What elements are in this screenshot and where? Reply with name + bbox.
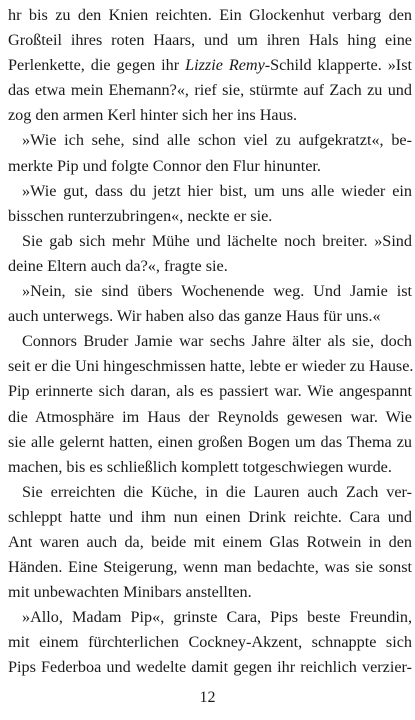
text-line-21: schleppt hatte und ihm nun einen Drink reichte. Cara und <box>8 507 412 526</box>
text-line-22: Ant waren auch da, beide mit einem Glas Rotwein in den <box>8 532 412 551</box>
text-line-4: das etwa mein Ehemann?«, rief sie, stürmte auf Zach zu und <box>8 81 412 100</box>
page-number: 12 <box>199 689 216 706</box>
text-line-19: machen, bis es schließlich komplett totgeschwiegen wurde. <box>8 457 392 476</box>
text-line-18: sie alle gelernt hatten, einen großen Bogen um das Thema zu <box>8 432 412 451</box>
text-line-14: Connors Bruder Jamie war sechs Jahre älter als sie, doch <box>22 332 412 351</box>
italic-name: Lizzie Remy <box>185 56 265 75</box>
text-line-27: Pips Federboa und wedelte damit gegen ihr reichlich verzier- <box>8 658 412 677</box>
text-line-16: Pip erinnerte sich daran, als es passiert war. Wie angespannt <box>8 382 412 401</box>
text-line-1: hr bis zu den Knien reichten. Ein Glockenhut verbarg den <box>8 6 412 24</box>
text-line-17: die Atmosphäre im Haus der Reynolds gewesen war. Wie <box>8 407 412 426</box>
text-line-26: mit einem fürchterlichen Cockney-Akzent, schnappte sich <box>8 633 412 652</box>
book-page-text <box>8 3 412 681</box>
text-line-5: zog den armen Kerl hinter sich her ins Haus. <box>8 106 298 125</box>
text-line-10: Sie gab sich mehr Mühe und lächelte noch breiter. »Sind <box>22 231 412 250</box>
text-line-3: Perlenkette, die gegen ihr Lizzie Remy-Schild klapperte. »Ist <box>8 56 412 75</box>
text-line-7: merkte Pip und folgte Connor den Flur hinunter. <box>8 156 321 175</box>
text-line-9: bisschen runterzubringen«, neckte er sie. <box>8 206 273 225</box>
text-line-8: »Wie gut, dass du jetzt hier bist, um uns alle wieder ein <box>22 181 412 200</box>
text-line-23: Händen. Eine Steigerung, wenn man bedachte, was sie sonst <box>8 558 412 577</box>
text-line-12: »Nein, sie sind übers Wochenende weg. Und Jamie ist <box>22 282 412 301</box>
text-line-24: mit unbewachten Minibars anstellten. <box>8 583 252 602</box>
text-line-15: seit er die Uni hingeschmissen hatte, lebte er wieder zu Hause. <box>8 357 414 376</box>
text-line-6: »Wie ich sehe, sind alle schon viel zu aufgekratzt«, be- <box>22 131 412 150</box>
text-line-2: Großteil ihres roten Haars, und um ihren Hals hing eine <box>8 31 412 50</box>
text-line-25: »Allo, Madam Pip«, grinste Cara, Pips beste Freundin, <box>22 608 412 627</box>
text-line-13: auch unterwegs. Wir haben also das ganze Haus für uns.« <box>8 307 381 326</box>
text-line-20: Sie erreichten die Küche, in die Lauren auch Zach ver- <box>22 482 412 501</box>
text-line-11: deine Eltern auch da?«, fragte sie. <box>8 256 228 275</box>
